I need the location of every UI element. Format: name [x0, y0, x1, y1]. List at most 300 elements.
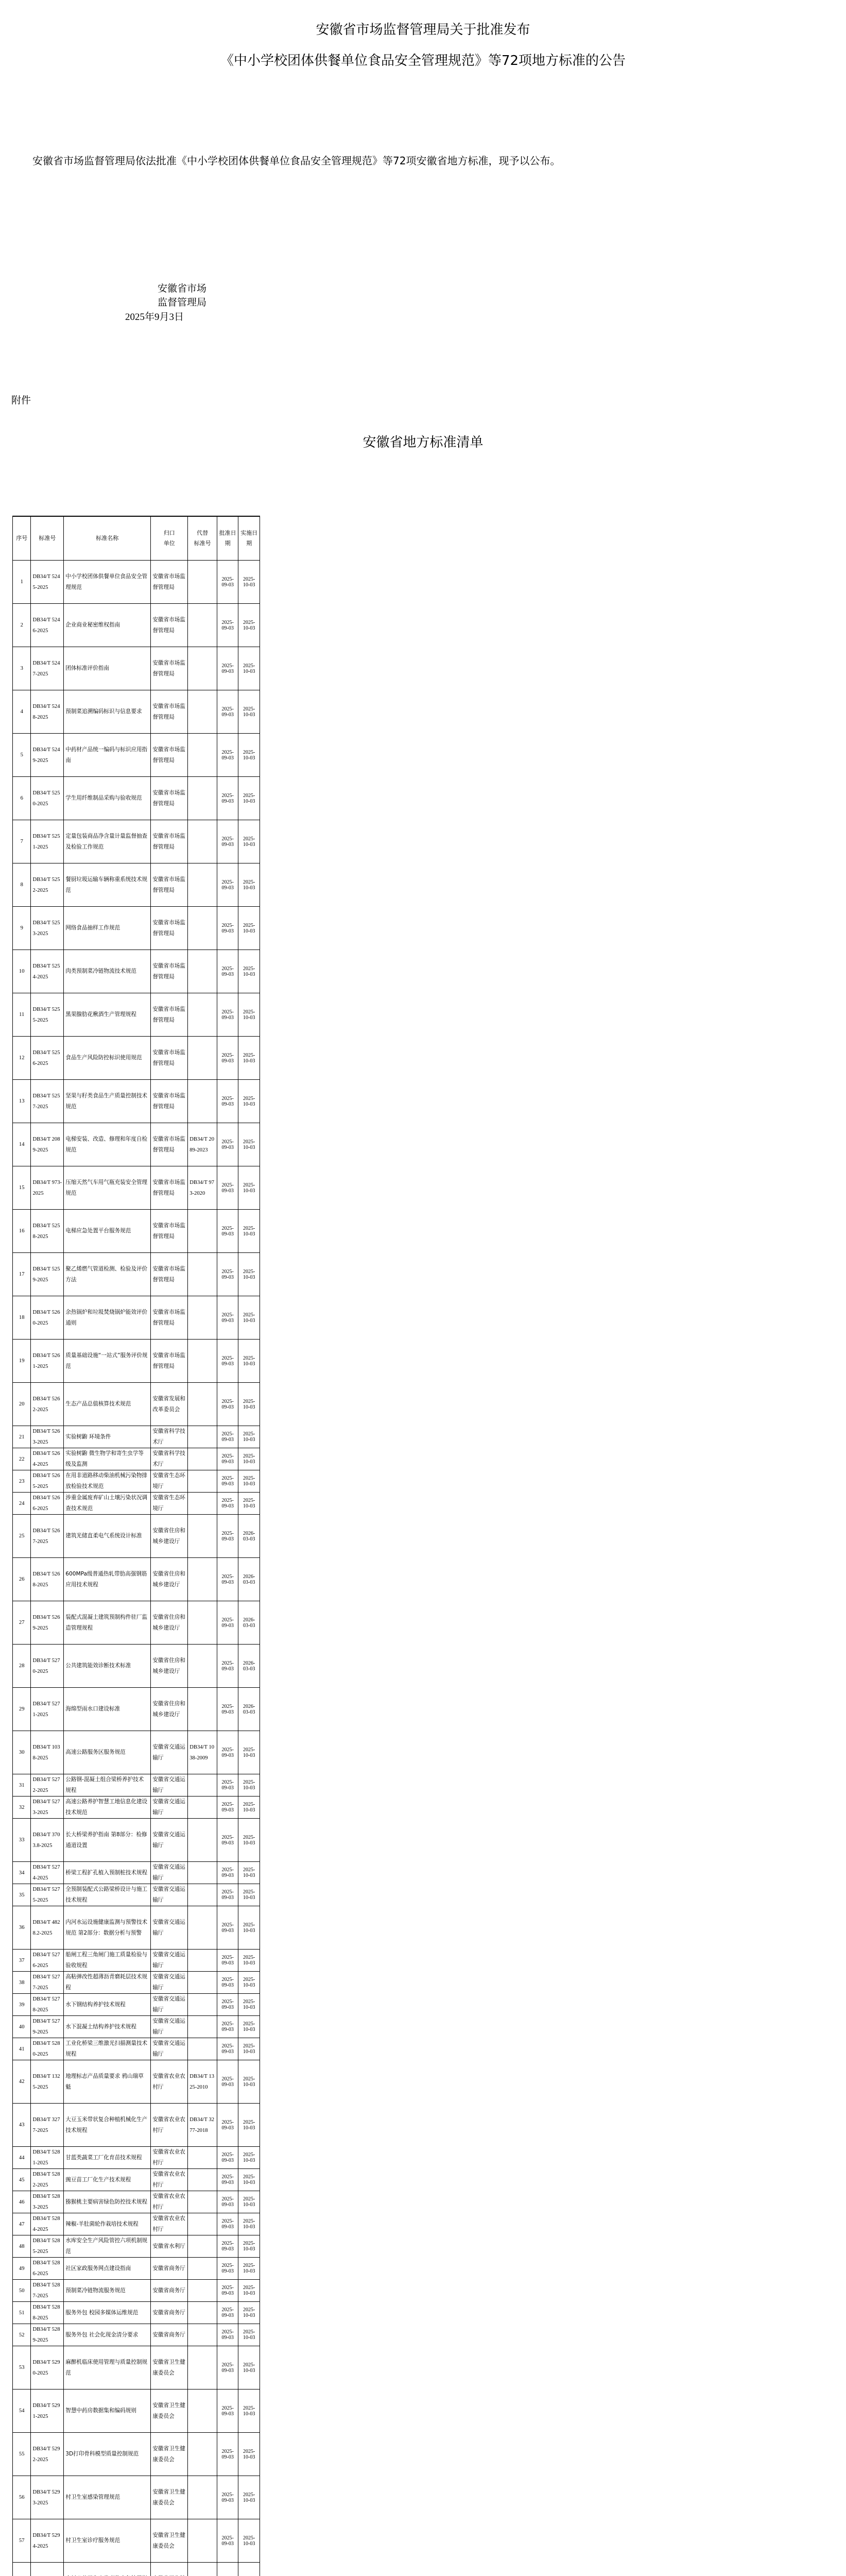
cell-dept: 安徽省市场监督管理局	[151, 907, 188, 950]
cell-effective: 2026-03-03	[238, 1515, 260, 1558]
cell-dept: 安徽省市场监督管理局	[151, 561, 188, 604]
cell-replaces	[188, 2191, 217, 2213]
cell-code: DB34/T 5261-2025	[31, 1340, 64, 1383]
cell-replaces	[188, 1819, 217, 1862]
header-dept-line1: 归口	[163, 530, 175, 536]
cell-replaces	[188, 1515, 217, 1558]
cell-name: 在用非道路移动柴油机械污染物排放检验技术规范	[64, 1470, 151, 1493]
cell-code: DB34/T 973-2025	[31, 1166, 64, 1210]
cell-name: 内河水运设施健康监测与预警技术规范 第2部分：数据分析与预警	[64, 1906, 151, 1950]
cell-replaces	[188, 2302, 217, 2324]
cell-approved: 2025-09-03	[217, 1037, 238, 1080]
cell-effective: 2026-03-03	[238, 1645, 260, 1688]
cell-index: 51	[13, 2302, 31, 2324]
cell-index: 26	[13, 1558, 31, 1601]
cell-index: 21	[13, 1426, 31, 1448]
attachment-label: 附件	[11, 395, 31, 406]
cell-index: 19	[13, 1340, 31, 1383]
cell-replaces	[188, 1340, 217, 1383]
cell-dept	[151, 2563, 188, 2576]
cell-dept: 安徽省生态环境厅	[151, 1470, 188, 1493]
cell-dept: 安徽省卫生健康委员会	[151, 2433, 188, 2476]
cell-index: 1	[13, 561, 31, 604]
cell-approved: 2025-09-03	[217, 1426, 238, 1448]
cell-replaces	[188, 1601, 217, 1645]
cell-effective: 2025-10-03	[238, 2169, 260, 2191]
cell-approved: 2025-09-03	[217, 1972, 238, 1994]
cell-name: 600MPa级普通热轧带肋高强钢筋应用技术规程	[64, 1558, 151, 1601]
table-row	[13, 1166, 260, 1210]
cell-effective: 2025-10-03	[238, 2433, 260, 2476]
cell-name: 压缩天然气车用气瓶充装安全管理规范	[64, 1166, 151, 1210]
cell-index: 44	[13, 2147, 31, 2169]
cell-approved: 2025-09-03	[217, 777, 238, 820]
cell-index: 39	[13, 1994, 31, 2016]
cell-dept: 安徽省交通运输厅	[151, 1819, 188, 1862]
cell-code: DB34/T 1325-2025	[31, 2060, 64, 2104]
cell-effective: 2025-10-03	[238, 1731, 260, 1774]
cell-index: 40	[13, 2016, 31, 2038]
cell-dept: 安徽省科学技术厅	[151, 1426, 188, 1448]
cell-dept: 安徽省交通运输厅	[151, 1994, 188, 2016]
cell-dept: 安徽省商务厅	[151, 2258, 188, 2280]
cell-index: 52	[13, 2324, 31, 2346]
cell-name: 智慧中药房数据集和编码规则	[64, 2389, 151, 2433]
cell-effective: 2025-10-03	[238, 1383, 260, 1426]
cell-approved: 2025-09-03	[217, 1448, 238, 1470]
cell-replaces	[188, 2280, 217, 2302]
cell-dept: 安徽省交通运输厅	[151, 1731, 188, 1774]
table-row	[13, 1819, 260, 1862]
cell-effective: 2025-10-03	[238, 2038, 260, 2060]
cell-name: 装配式混凝土建筑预制构件驻厂监造管理规程	[64, 1601, 151, 1645]
cell-replaces	[188, 950, 217, 993]
cell-code: DB34/T 5262-2025	[31, 1383, 64, 1426]
cell-approved: 2025-09-03	[217, 1515, 238, 1558]
cell-code: DB34/T 5263-2025	[31, 1426, 64, 1448]
table-row	[13, 2519, 260, 2563]
cell-dept: 安徽省市场监督管理局	[151, 993, 188, 1037]
cell-replaces	[188, 2213, 217, 2235]
table-row	[13, 561, 260, 604]
cell-replaces	[188, 993, 217, 1037]
cell-name: 余热锅炉和垃圾焚烧锅炉能效评价通则	[64, 1296, 151, 1340]
table-row	[13, 1448, 260, 1470]
cell-dept: 安徽省农业农村厅	[151, 2169, 188, 2191]
cell-dept: 安徽省农业农村厅	[151, 2191, 188, 2213]
cell-index: 33	[13, 1819, 31, 1862]
cell-approved: 2025-09-03	[217, 1950, 238, 1972]
cell-effective: 2026-03-03	[238, 1558, 260, 1601]
cell-effective: 2025-10-03	[238, 734, 260, 777]
cell-name: 全预制装配式公路梁桥设计与施工技术规程	[64, 1884, 151, 1906]
cell-effective: 2026-03-03	[238, 1688, 260, 1731]
cell-name: 中药材产品统一编码与标识应用指南	[64, 734, 151, 777]
cell-approved: 2025-09-03	[217, 2016, 238, 2038]
header-approved: 批准日期	[217, 516, 238, 561]
cell-effective: 2025-10-03	[238, 2235, 260, 2258]
cell-index: 15	[13, 1166, 31, 1210]
cell-approved: 2025-09-03	[217, 1383, 238, 1426]
cell-approved: 2025-09-03	[217, 2147, 238, 2169]
cell-effective: 2025-10-03	[238, 1253, 260, 1296]
cell-effective: 2025-10-03	[238, 2302, 260, 2324]
cell-replaces	[188, 2433, 217, 2476]
cell-dept: 安徽省市场监督管理局	[151, 1340, 188, 1383]
cell-approved: 2025-09-03	[217, 2191, 238, 2213]
cell-name: 预制菜冷链物流服务规范	[64, 2280, 151, 2302]
cell-index: 10	[13, 950, 31, 993]
cell-dept: 安徽省市场监督管理局	[151, 950, 188, 993]
table-row	[13, 604, 260, 647]
cell-replaces	[188, 1774, 217, 1797]
cell-index: 30	[13, 1731, 31, 1774]
header-replaces-line2: 标准号	[194, 540, 211, 547]
cell-replaces: DB34/T 1038-2009	[188, 1731, 217, 1774]
cell-effective: 2025-10-03	[238, 2346, 260, 2389]
cell-replaces: DB34/T 973-2020	[188, 1166, 217, 1210]
cell-name: 麻醉机临床使用管理与质量控制规范	[64, 2346, 151, 2389]
cell-approved: 2025-09-03	[217, 1774, 238, 1797]
cell-effective: 2025-10-03	[238, 2104, 260, 2147]
cell-code: DB34/T 5266-2025	[31, 1493, 64, 1515]
cell-name: 高粘弹改性超薄沥青磨耗层技术规程	[64, 1972, 151, 1994]
cell-approved: 2025-09-03	[217, 2476, 238, 2519]
cell-effective: 2025-10-03	[238, 1166, 260, 1210]
cell-name: 船闸工程三角闸门施工质量检验与验收规程	[64, 1950, 151, 1972]
cell-code: DB34/T 5260-2025	[31, 1296, 64, 1340]
cell-code: DB34/T 2089-2025	[31, 1123, 64, 1166]
cell-name: 大豆玉米带状复合种植机械化生产技术规程	[64, 2104, 151, 2147]
cell-effective: 2025-10-03	[238, 950, 260, 993]
cell-index: 35	[13, 1884, 31, 1906]
cell-approved: 2025-09-03	[217, 993, 238, 1037]
table-row	[13, 2104, 260, 2147]
cell-approved: 2025-09-03	[217, 1688, 238, 1731]
cell-approved: 2025-09-03	[217, 1819, 238, 1862]
cell-approved: 2025-09-03	[217, 1470, 238, 1493]
cell-name: 企业商业秘密维权指南	[64, 604, 151, 647]
cell-code: DB34/T 5293-2025	[31, 2476, 64, 2519]
cell-dept: 安徽省商务厅	[151, 2302, 188, 2324]
table-row	[13, 1253, 260, 1296]
cell-replaces	[188, 734, 217, 777]
table-row	[13, 1426, 260, 1448]
cell-name: 食品生产风险防控标识使用规范	[64, 1037, 151, 1080]
cell-code: DB34/T 5271-2025	[31, 1688, 64, 1731]
cell-effective: 2025-10-03	[238, 863, 260, 907]
cell-index: 12	[13, 1037, 31, 1080]
cell-replaces	[188, 1448, 217, 1470]
page-title-line1: 安徽省市场监督管理局关于批准发布	[316, 22, 530, 38]
cell-dept: 安徽省市场监督管理局	[151, 1080, 188, 1123]
cell-effective	[238, 2563, 260, 2576]
cell-approved: 2025-09-03	[217, 2213, 238, 2235]
cell-approved: 2025-09-03	[217, 2235, 238, 2258]
cell-effective: 2025-10-03	[238, 1972, 260, 1994]
cell-dept: 安徽省住房和城乡建设厅	[151, 1558, 188, 1601]
cell-approved: 2025-09-03	[217, 950, 238, 993]
table-header-row	[13, 516, 260, 561]
cell-code: DB34/T 5283-2025	[31, 2191, 64, 2213]
cell-index: 3	[13, 647, 31, 690]
header-code: 标准号	[31, 516, 64, 561]
cell-effective: 2025-10-03	[238, 2280, 260, 2302]
table-row	[13, 863, 260, 907]
cell-effective: 2025-10-03	[238, 2016, 260, 2038]
cell-index: 18	[13, 1296, 31, 1340]
table-row	[13, 907, 260, 950]
cell-code: DB34/T 5249-2025	[31, 734, 64, 777]
cell-code: DB34/T 5272-2025	[31, 1774, 64, 1797]
cell-index: 41	[13, 2038, 31, 2060]
cell-effective: 2025-10-03	[238, 1123, 260, 1166]
table-row	[13, 1731, 260, 1774]
cell-replaces	[188, 690, 217, 734]
cell-name: 涉重金属废弃矿山土壤污染状况调查技术规范	[64, 1493, 151, 1515]
cell-dept: 安徽省市场监督管理局	[151, 820, 188, 863]
cell-approved: 2025-09-03	[217, 2433, 238, 2476]
cell-approved: 2025-09-03	[217, 1340, 238, 1383]
cell-replaces: DB34/T 1325-2010	[188, 2060, 217, 2104]
cell-index: 56	[13, 2476, 31, 2519]
cell-index: 23	[13, 1470, 31, 1493]
cell-replaces	[188, 1797, 217, 1819]
cell-dept: 安徽省市场监督管理局	[151, 863, 188, 907]
cell-index: 49	[13, 2258, 31, 2280]
cell-dept: 安徽省市场监督管理局	[151, 777, 188, 820]
cell-approved: 2025-09-03	[217, 820, 238, 863]
cell-dept: 安徽省市场监督管理局	[151, 1253, 188, 1296]
cell-effective: 2025-10-03	[238, 1296, 260, 1340]
cell-name: 水库安全生产风险管控六项机制规范	[64, 2235, 151, 2258]
cell-code: DB34/T 5265-2025	[31, 1470, 64, 1493]
cell-name: 村卫生室诊疗服务规范	[64, 2519, 151, 2563]
cell-effective: 2025-10-03	[238, 647, 260, 690]
cell-dept: 安徽省市场监督管理局	[151, 1210, 188, 1253]
cell-approved: 2025-09-03	[217, 1080, 238, 1123]
cell-name: 猕猴桃主要病害绿色防控技术规程	[64, 2191, 151, 2213]
issue-date: 2025年9月3日	[125, 312, 184, 323]
cell-dept: 安徽省市场监督管理局	[151, 604, 188, 647]
table-row	[13, 1080, 260, 1123]
cell-replaces	[188, 1383, 217, 1426]
cell-index: 45	[13, 2169, 31, 2191]
cell-replaces	[188, 1645, 217, 1688]
cell-approved: 2025-09-03	[217, 1253, 238, 1296]
cell-name: 桥梁工程扩孔植入预制桩技术规程	[64, 1862, 151, 1884]
cell-approved: 2025-09-03	[217, 734, 238, 777]
cell-name: 海绵型雨水口建设标准	[64, 1688, 151, 1731]
cell-code: DB34/T 5279-2025	[31, 2016, 64, 2038]
cell-code: DB34/T 5275-2025	[31, 1884, 64, 1906]
cell-name: 坚果与籽类食品生产质量控制技术规范	[64, 1080, 151, 1123]
cell-dept: 安徽省卫生健康委员会	[151, 2346, 188, 2389]
cell-name: 工业化桥梁三维激光扫描测量技术规程	[64, 2038, 151, 2060]
cell-name: 3D打印骨科模型质量控制规范	[64, 2433, 151, 2476]
cell-code: DB34/T 5264-2025	[31, 1448, 64, 1470]
table-row	[13, 1558, 260, 1601]
cell-code: DB34/T 5291-2025	[31, 2389, 64, 2433]
cell-index: 16	[13, 1210, 31, 1253]
cell-dept: 安徽省商务厅	[151, 2324, 188, 2346]
cell-dept: 安徽省交通运输厅	[151, 1797, 188, 1819]
cell-code: DB34/T 3277-2025	[31, 2104, 64, 2147]
cell-replaces	[188, 647, 217, 690]
cell-name: 服务外包 校园多媒体运维规范	[64, 2302, 151, 2324]
header-replaces	[188, 516, 217, 561]
cell-code: DB34/T 5246-2025	[31, 604, 64, 647]
cell-name: 餐厨垃圾运输车辆称重系统技术规范	[64, 863, 151, 907]
table-row	[13, 2258, 260, 2280]
cell-name: 建筑光储直柔电气系统设计标准	[64, 1515, 151, 1558]
cell-approved: 2025-09-03	[217, 863, 238, 907]
cell-dept: 安徽省市场监督管理局	[151, 1166, 188, 1210]
cell-effective: 2025-10-03	[238, 777, 260, 820]
page-title	[0, 0, 846, 76]
table-row	[13, 1906, 260, 1950]
cell-dept: 安徽省水利厅	[151, 2235, 188, 2258]
cell-replaces	[188, 1906, 217, 1950]
cell-dept: 安徽省交通运输厅	[151, 2016, 188, 2038]
cell-dept: 安徽省交通运输厅	[151, 1972, 188, 1994]
cell-replaces	[188, 2346, 217, 2389]
cell-code: DB34/T 5254-2025	[31, 950, 64, 993]
cell-index: 53	[13, 2346, 31, 2389]
header-dept-line2: 单位	[163, 540, 175, 547]
cell-dept: 安徽省市场监督管理局	[151, 690, 188, 734]
cell-replaces	[188, 2324, 217, 2346]
cell-code: DB34/T 5259-2025	[31, 1253, 64, 1296]
cell-approved: 2025-09-03	[217, 604, 238, 647]
cell-index: 43	[13, 2104, 31, 2147]
cell-name: 聚乙烯燃气管道检测、检验及评价方法	[64, 1253, 151, 1296]
cell-dept: 安徽省发展和改革委员会	[151, 1383, 188, 1426]
cell-replaces	[188, 2519, 217, 2563]
cell-approved: 2025-09-03	[217, 1797, 238, 1819]
cell-dept: 安徽省交通运输厅	[151, 1906, 188, 1950]
cell-name: 生态产品总值核算技术规范	[64, 1383, 151, 1426]
cell-code: DB34/T 5281-2025	[31, 2147, 64, 2169]
cell-index: 17	[13, 1253, 31, 1296]
cell-index: 48	[13, 2235, 31, 2258]
cell-name: 辣椒-羊肚菌轮作栽培技术规程	[64, 2213, 151, 2235]
cell-replaces	[188, 1688, 217, 1731]
cell-effective: 2025-10-03	[238, 2147, 260, 2169]
table-row	[13, 2060, 260, 2104]
cell-code: DB34/T 5289-2025	[31, 2324, 64, 2346]
cell-index: 7	[13, 820, 31, 863]
cell-approved: 2025-09-03	[217, 1558, 238, 1601]
cell-name: 公路钢-混凝土组合梁桥养护技术规程	[64, 1774, 151, 1797]
cell-code: DB34/T 5269-2025	[31, 1601, 64, 1645]
cell-replaces	[188, 1037, 217, 1080]
cell-replaces	[188, 2038, 217, 2060]
cell-dept: 安徽省交通运输厅	[151, 1950, 188, 1972]
cell-approved: 2025-09-03	[217, 907, 238, 950]
cell-approved: 2025-09-03	[217, 1601, 238, 1645]
cell-dept: 安徽省农业农村厅	[151, 2104, 188, 2147]
cell-effective: 2025-10-03	[238, 1884, 260, 1906]
cell-code: DB34/T 5250-2025	[31, 777, 64, 820]
cell-name	[64, 2563, 151, 2576]
table-row	[13, 2324, 260, 2346]
header-replaces-line1: 代替	[197, 530, 209, 536]
cell-approved: 2025-09-03	[217, 2302, 238, 2324]
cell-dept: 安徽省交通运输厅	[151, 2038, 188, 2060]
cell-replaces	[188, 1080, 217, 1123]
table-row	[13, 1383, 260, 1426]
cell-effective: 2025-10-03	[238, 2324, 260, 2346]
cell-approved: 2025-09-03	[217, 1166, 238, 1210]
cell-name: 实验树鼩 环境条件	[64, 1426, 151, 1448]
cell-name: 电梯应急处置平台服务规范	[64, 1210, 151, 1253]
cell-index: 55	[13, 2433, 31, 2476]
cell-name: 高速公路服务区服务规范	[64, 1731, 151, 1774]
cell-code: DB34/T 5284-2025	[31, 2213, 64, 2235]
cell-effective: 2025-10-03	[238, 1493, 260, 1515]
cell-effective: 2025-10-03	[238, 2258, 260, 2280]
cell-effective: 2025-10-03	[238, 1774, 260, 1797]
cell-code: DB34/T 5270-2025	[31, 1645, 64, 1688]
cell-index: 6	[13, 777, 31, 820]
table-body	[13, 561, 260, 2576]
cell-index: 14	[13, 1123, 31, 1166]
cell-code: DB34/T 5280-2025	[31, 2038, 64, 2060]
cell-effective: 2025-10-03	[238, 1950, 260, 1972]
issuer-signature: 安徽省市场监督管理局	[157, 283, 206, 308]
table-row	[13, 2346, 260, 2389]
table-row	[13, 1797, 260, 1819]
cell-code: DB34/T 5267-2025	[31, 1515, 64, 1558]
cell-code: DB34/T 5258-2025	[31, 1210, 64, 1253]
cell-code: DB34/T 5251-2025	[31, 820, 64, 863]
cell-replaces	[188, 2563, 217, 2576]
cell-replaces	[188, 863, 217, 907]
cell-dept: 安徽省住房和城乡建设厅	[151, 1601, 188, 1645]
cell-replaces	[188, 1253, 217, 1296]
cell-dept: 安徽省市场监督管理局	[151, 1037, 188, 1080]
page-title-line2: 《中小学校团体供餐单位食品安全管理规范》等72项地方标准的公告	[220, 53, 626, 69]
cell-name: 社区家政服务网点建设指南	[64, 2258, 151, 2280]
cell-replaces	[188, 604, 217, 647]
table-row	[13, 2147, 260, 2169]
cell-dept: 安徽省交通运输厅	[151, 1774, 188, 1797]
table-row	[13, 647, 260, 690]
cell-effective: 2025-10-03	[238, 2213, 260, 2235]
cell-index: 32	[13, 1797, 31, 1819]
cell-index: 13	[13, 1080, 31, 1123]
cell-effective: 2025-10-03	[238, 2389, 260, 2433]
cell-index: 50	[13, 2280, 31, 2302]
cell-replaces	[188, 2235, 217, 2258]
cell-name: 黑果腺肋花楸酒生产管理规程	[64, 993, 151, 1037]
cell-code: DB34/T 5276-2025	[31, 1950, 64, 1972]
table-row	[13, 2016, 260, 2038]
cell-effective: 2025-10-03	[238, 604, 260, 647]
header-name: 标准名称	[64, 516, 151, 561]
cell-effective: 2025-10-03	[238, 561, 260, 604]
cell-replaces	[188, 1296, 217, 1340]
cell-code: DB34/T 5286-2025	[31, 2258, 64, 2280]
cell-replaces	[188, 2476, 217, 2519]
cell-index: 31	[13, 1774, 31, 1797]
cell-approved	[217, 2563, 238, 2576]
cell-index: 34	[13, 1862, 31, 1884]
table-row	[13, 1688, 260, 1731]
cell-replaces	[188, 1470, 217, 1493]
cell-dept: 安徽省农业农村厅	[151, 2213, 188, 2235]
